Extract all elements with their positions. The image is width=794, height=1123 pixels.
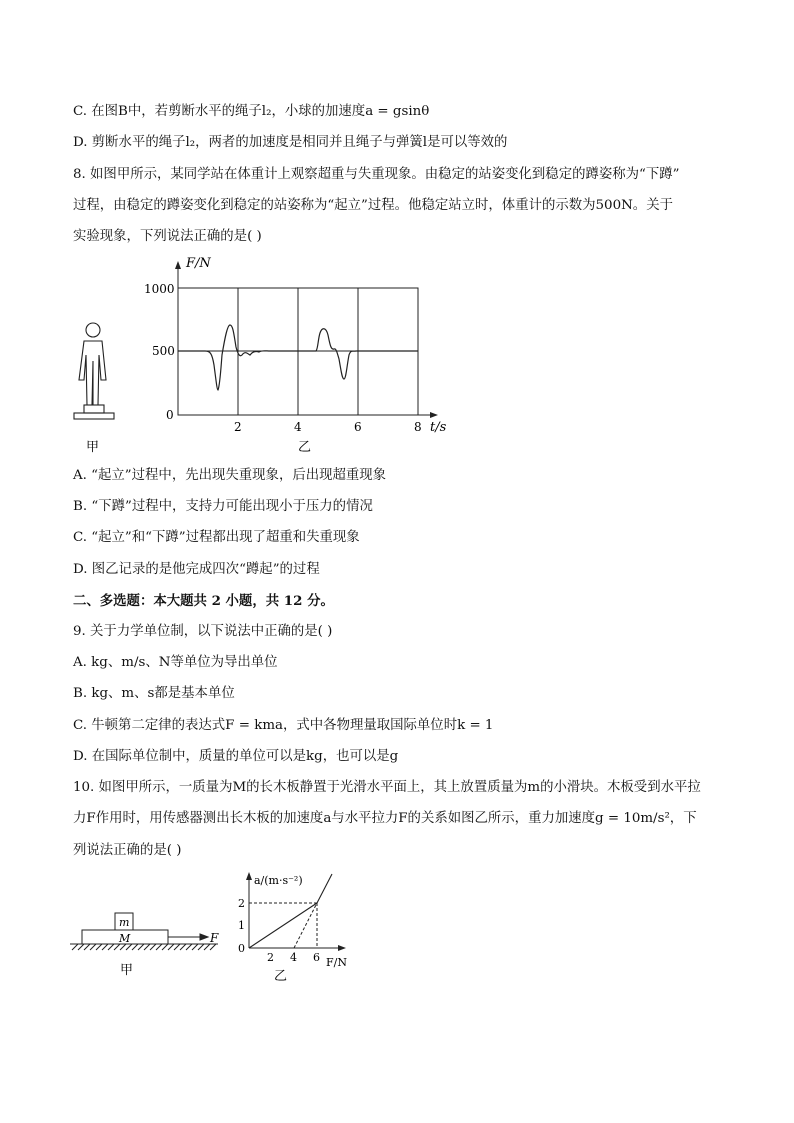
a-axis-label: a/(m·s⁻²): [254, 874, 303, 887]
option-9d: D. 在国际单位制中，质量的单位可以是kg，也可以是g: [73, 749, 399, 764]
a-tick-0: 0: [238, 942, 245, 955]
y-tick-0: 0: [166, 408, 174, 422]
force-time-graph: [144, 256, 447, 435]
option-7c: C. 在图B中，若剪断水平的绳子l₂，小球的加速度a = gsinθ: [73, 104, 430, 119]
y-tick-500: 500: [152, 344, 175, 358]
acceleration-force-graph: [238, 872, 347, 969]
question-9-stem: 9. 关于力学单位制，以下说法中正确的是( ): [73, 624, 333, 639]
section-heading-multiple-choice: 二、多选题：本大题共 2 小题，共 12 分。: [73, 593, 334, 609]
x-tick-8: 8: [414, 420, 422, 434]
f-axis-label: F/N: [326, 956, 347, 969]
option-9b: B. kg、m、s都是基本单位: [73, 686, 235, 701]
force-arrow-head: [200, 934, 208, 940]
graph-line-segment-1: [249, 903, 317, 948]
x-axis-label: t/s: [430, 420, 447, 435]
f-tick-2: 2: [267, 951, 274, 964]
option-8d: D. 图乙记录的是他完成四次“蹲起”的过程: [73, 562, 320, 577]
figure-board-graph: [0, 868, 794, 988]
x-axis-arrow: [430, 412, 438, 418]
a-axis-arrow: [246, 872, 252, 880]
f-axis-arrow: [338, 945, 346, 951]
option-8a: A. “起立”过程中，先出现失重现象，后出现超重现象: [73, 468, 387, 483]
figure-2-caption-left: 甲: [120, 963, 134, 978]
force-label: F: [210, 931, 219, 945]
figure-scale-graph: [0, 255, 794, 455]
x-tick-2: 2: [234, 420, 242, 434]
ground-hatching: [72, 944, 216, 950]
a-tick-2: 2: [238, 897, 245, 910]
graph-line-segment-2: [317, 874, 332, 903]
option-9a: A. kg、m/s、N等单位为导出单位: [73, 655, 278, 670]
f-tick-6: 6: [313, 951, 320, 964]
y-axis-label: F/N: [186, 256, 211, 271]
option-7d: D. 剪断水平的绳子l₂，两者的加速度是相同并且绳子与弹簧l是可以等效的: [73, 135, 508, 150]
f-tick-4: 4: [290, 951, 297, 964]
person-on-scale-icon: [74, 323, 114, 419]
small-block-label: m: [119, 916, 130, 929]
long-board-label: M: [119, 932, 131, 945]
x-tick-6: 6: [354, 420, 362, 434]
option-8c: C. “起立”和“下蹲”过程都出现了超重和失重现象: [73, 530, 360, 545]
figure-1-caption-right: 乙: [298, 440, 312, 455]
y-axis-arrow: [175, 261, 181, 269]
y-tick-1000: 1000: [144, 282, 175, 296]
question-8-stem-line-2: 过程，由稳定的蹲姿变化到稳定的站姿称为“起立”过程。他稳定站立时，体重计的示数为500N。关于: [73, 198, 673, 213]
x-tick-4: 4: [294, 420, 302, 434]
dashed-extension-line: [294, 903, 317, 948]
option-8b: B. “下蹲”过程中，支持力可能出现小于压力的情况: [73, 499, 373, 514]
a-tick-1: 1: [238, 919, 245, 932]
question-8-stem-line-3: 实验现象，下列说法正确的是( ): [73, 229, 262, 244]
option-9c: C. 牛顿第二定律的表达式F = kma，式中各物理量取国际单位时k = 1: [73, 718, 494, 733]
question-10-stem-line-2: 力F作用时，用传感器测出长木板的加速度a与水平拉力F的关系如图乙所示，重力加速度g = 10m/s²，下: [73, 811, 697, 826]
question-10-stem-line-3: 列说法正确的是( ): [73, 843, 182, 858]
figure-1-caption-left: 甲: [86, 440, 100, 455]
question-10-stem-line-1: 10. 如图甲所示，一质量为M的长木板静置于光滑水平面上，其上放置质量为m的小滑块。木板受到水平拉: [73, 780, 701, 795]
board-block-diagram: [70, 913, 218, 950]
figure-2-caption-right: 乙: [274, 969, 288, 984]
question-8-stem-line-1: 8. 如图甲所示，某同学站在体重计上观察超重与失重现象。由稳定的站姿变化到稳定的蹲姿称为“下蹲”: [73, 167, 680, 182]
